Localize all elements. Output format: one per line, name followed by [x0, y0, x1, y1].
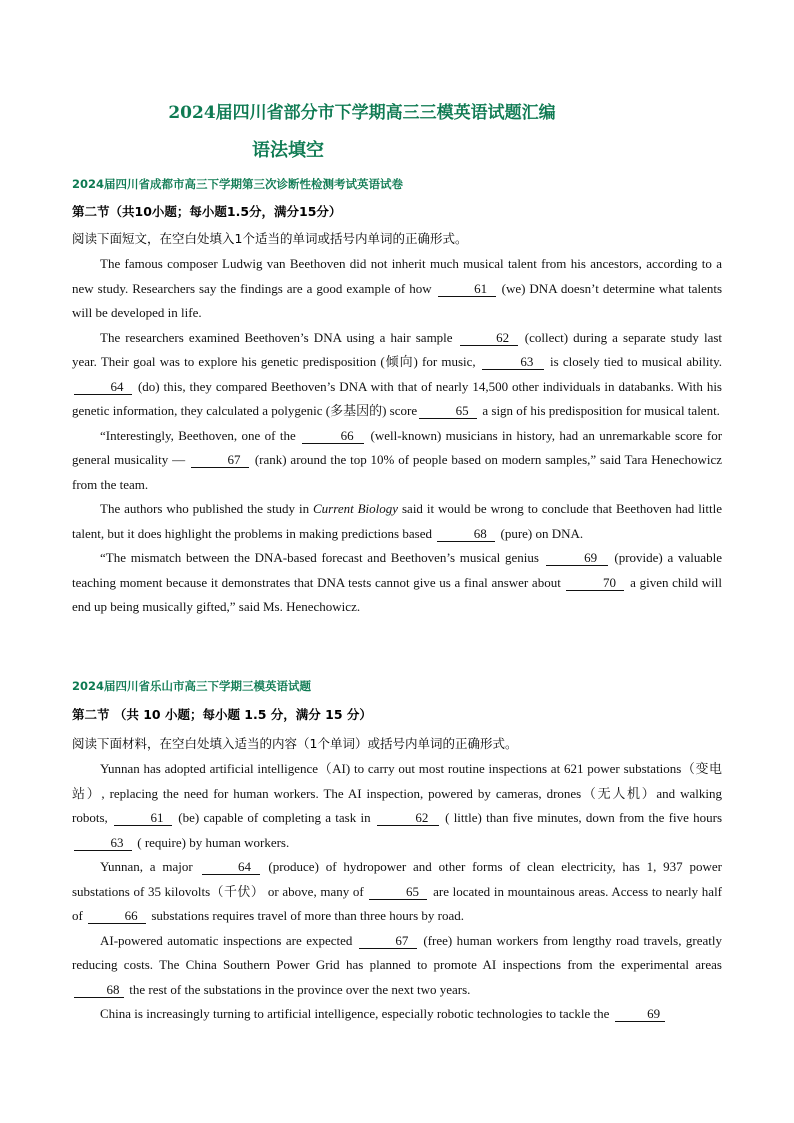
- s1-paragraph-3: “Interestingly, Beethoven, one of the 66 (well-known) musicians in history, had an unremarkable score for general musicality — 67 (rank) around the top 10% of people based on modern samples,” said Tara Henechowicz from the team.: [72, 427, 723, 492]
- blank-s2-66[interactable]: 66: [88, 909, 146, 924]
- section1-heading: 第二节（共10小题；每小题1.5分，满分15分）: [72, 204, 342, 219]
- document-subtitle: 语法填空: [252, 140, 324, 161]
- blank-63[interactable]: 63: [482, 355, 544, 370]
- s1-paragraph-4: The authors who published the study in Current Biology said it would be wrong to conclude that Beethoven had little talent, but it does highlight the problems in making predictions based 68 (pure) on DNA.: [72, 501, 723, 541]
- s2-paragraph-4: China is increasingly turning to artificial intelligence, especially robotic technologies to tackle the 69: [72, 1002, 722, 1027]
- blank-s2-63[interactable]: 63: [74, 836, 132, 851]
- blank-66[interactable]: 66: [302, 429, 364, 444]
- s1-paragraph-5: “The mismatch between the DNA-based forecast and Beethoven’s musical genius 69 (provide) a valuable teaching moment because it demonstrates that DNA tests cannot give us a final answer about 70 a given child will end up being musically gifted,” said Ms. Henechowicz.: [72, 550, 723, 614]
- blank-67[interactable]: 67: [191, 453, 249, 468]
- section2-source: 2024届四川省乐山市高三下学期三模英语试题: [72, 679, 312, 693]
- s2-paragraph-3: AI-powered automatic inspections are expected 67 (free) human workers from lengthy road travels, greatly reducing costs. The China Southern Power Grid has planned to promote AI inspections from the experimental areas 68 the rest of the substations in the province over the next two years.: [72, 932, 722, 997]
- section1-source: 2024届四川省成都市高三下学期第三次诊断性检测考试英语试卷: [72, 177, 404, 191]
- document-title: 2024届四川省部分市下学期高三三模英语试题汇编: [168, 103, 556, 123]
- blank-62[interactable]: 62: [460, 331, 518, 346]
- s1-paragraph-1: The famous composer Ludwig van Beethoven did not inherit much musical talent from his ancestors, according to a new study. Researchers say the findings are a good example of how 61 (we) DNA doesn’t determine what talents will be developed in life.: [72, 256, 723, 320]
- blank-s2-67[interactable]: 67: [359, 934, 417, 949]
- blank-64[interactable]: 64: [74, 380, 132, 395]
- blank-s2-69[interactable]: 69: [615, 1007, 665, 1022]
- blank-s2-68[interactable]: 68: [74, 983, 124, 998]
- s2-paragraph-2: Yunnan, a major 64 (produce) of hydropower and other forms of clean electricity, has 1, 937 power substations of 35 kilovolts（千伏） or above, many of 65 are located in mountainous areas. Access to nearly half of 66 substations requires travel of more than three hours by road.: [72, 859, 723, 923]
- section2-instruction: 阅读下面材料，在空白处填入适当的内容（1个单词）或括号内单词的正确形式。: [72, 736, 518, 751]
- blank-69[interactable]: 69: [546, 551, 608, 566]
- section2-heading: 第二节 （共 10 小题；每小题 1.5 分，满分 15 分）: [72, 707, 372, 722]
- blank-s2-65[interactable]: 65: [369, 885, 427, 900]
- journal-name: Current Biology: [313, 501, 399, 516]
- blank-61[interactable]: 61: [438, 282, 496, 297]
- section1-instruction: 阅读下面短文，在空白处填入1个适当的单词或括号内单词的正确形式。: [72, 231, 468, 246]
- s2-paragraph-1: Yunnan has adopted artificial intelligence（AI) to carry out most routine inspections at 621 power substations（变电站）, replacing the need for human workers. The AI inspection, powered by cameras, drones（无人机）and walking robots, 61 (be) capable of completing a task in 62 ( little) than five minutes, down from the five hours 63 ( require) by human workers.: [72, 761, 723, 850]
- blank-65[interactable]: 65: [419, 404, 477, 419]
- blank-s2-61[interactable]: 61: [114, 811, 172, 826]
- blank-70[interactable]: 70: [566, 576, 624, 591]
- s1-paragraph-2: The researchers examined Beethoven’s DNA using a hair sample 62 (collect) during a separate study last year. Their goal was to explore his genetic predisposition (倾向) for music, 63 is closely tied to musical ability. 64 (do) this, they compared Beethoven’s DNA with that of nearly 14,500 other individuals in databanks. With his genetic information, they calculated a polygenic (多基因的) score 65 a sign of his predisposition for musical talent.: [72, 329, 723, 418]
- blank-s2-64[interactable]: 64: [202, 860, 260, 875]
- blank-s2-62[interactable]: 62: [377, 811, 439, 826]
- section1-passage: [72, 252, 722, 620]
- section2-passage: [72, 757, 722, 1027]
- blank-68[interactable]: 68: [437, 527, 495, 542]
